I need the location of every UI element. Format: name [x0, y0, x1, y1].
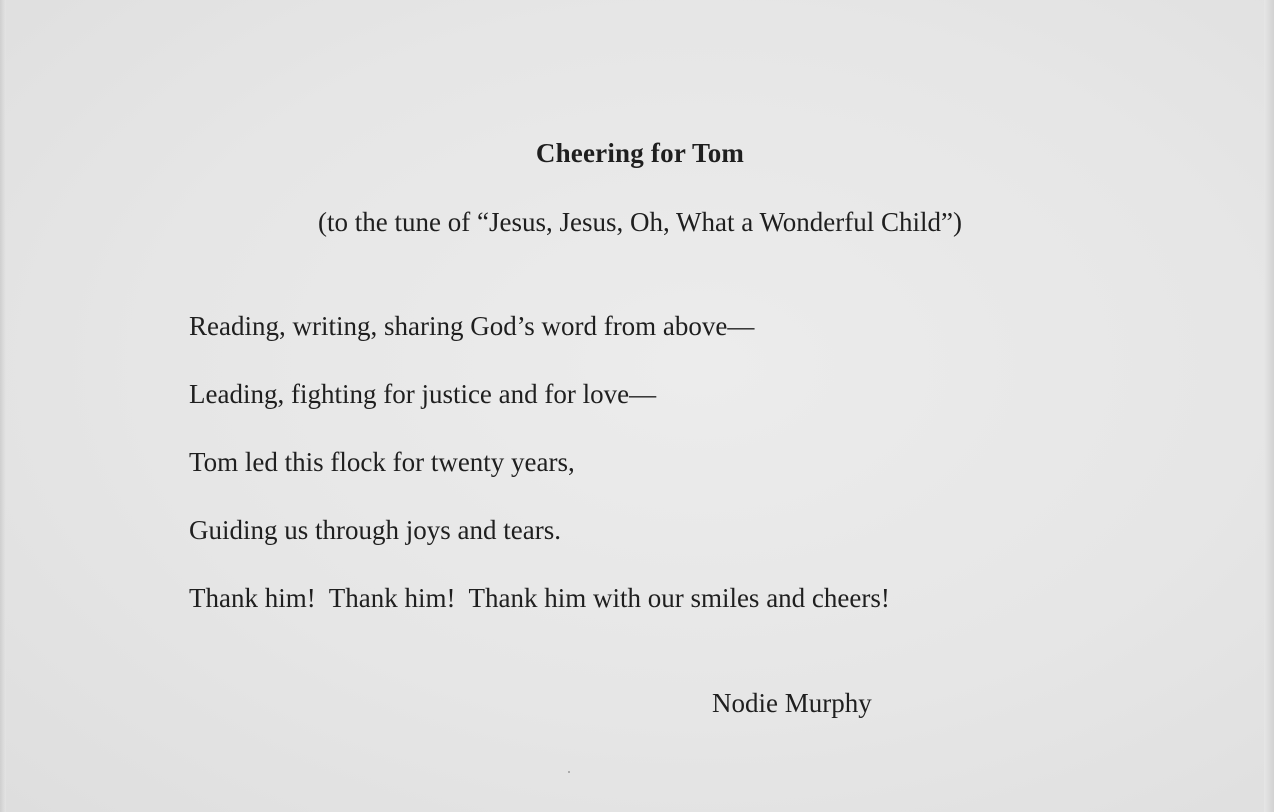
verse-line-3: Tom led this flock for twenty years,	[189, 447, 575, 477]
poem-subtitle: (to the tune of “Jesus, Jesus, Oh, What a Wonderful Child”)	[318, 207, 962, 237]
poem-title: Cheering for Tom	[535, 138, 745, 168]
verse-line-5: Thank him! Thank him! Thank him with our smiles and cheers!	[189, 583, 890, 613]
scan-speck	[568, 771, 570, 773]
verse-line-2: Leading, fighting for justice and for love—	[189, 379, 657, 409]
verse-line-1: Reading, writing, sharing God’s word from above—	[189, 311, 755, 341]
verse-line-4: Guiding us through joys and tears.	[189, 515, 561, 545]
poem-verse	[189, 305, 890, 645]
page-right-edge	[1264, 0, 1274, 812]
page-left-edge	[0, 0, 6, 812]
poem-author: Nodie Murphy	[712, 688, 872, 718]
